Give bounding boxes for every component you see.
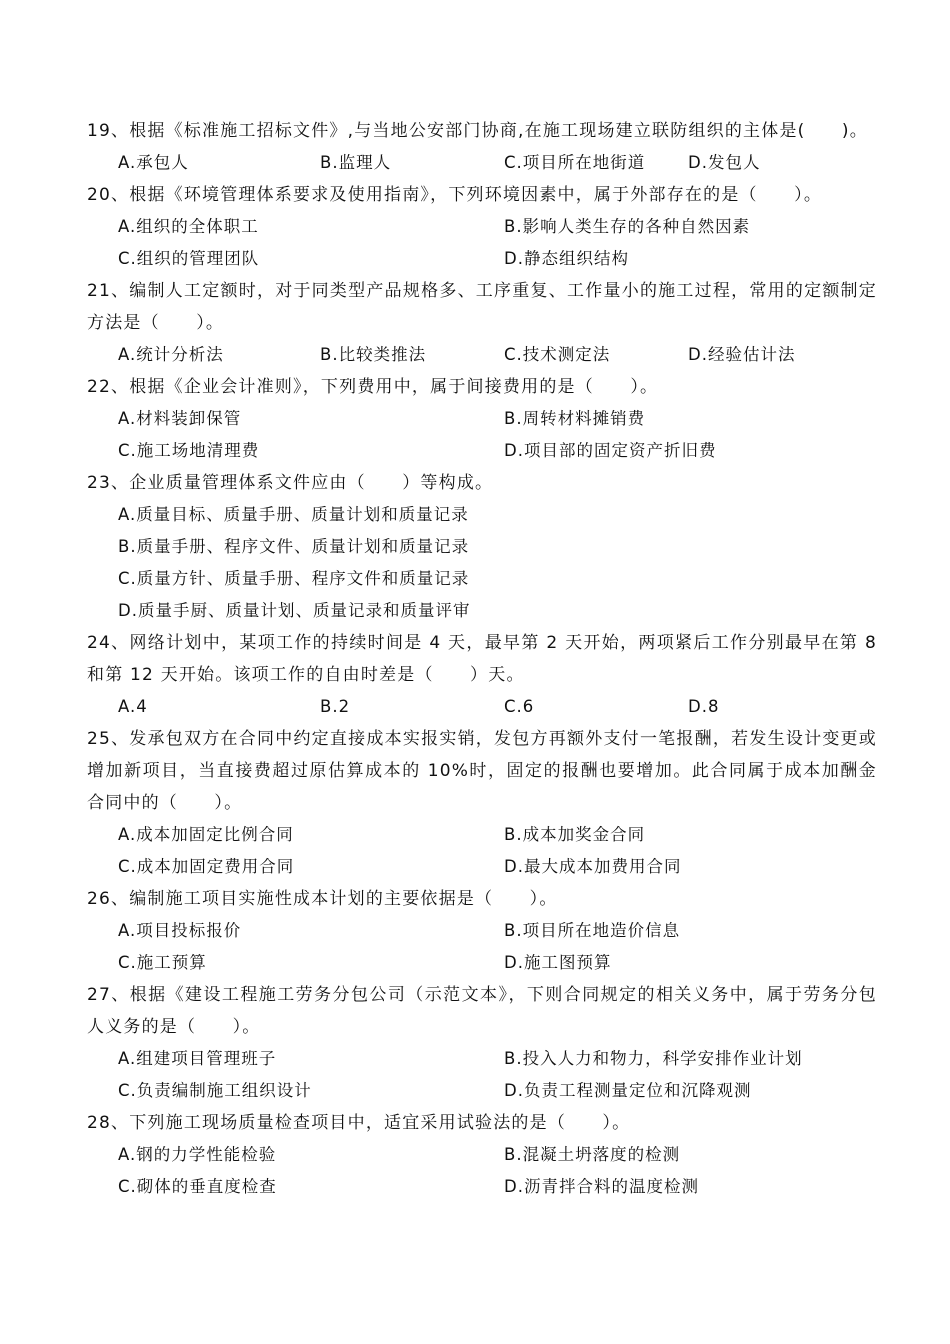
- option-d: D.8: [688, 697, 720, 716]
- option-c: C.负责编制施工组织设计: [118, 1081, 312, 1100]
- option-d: D.施工图预算: [504, 953, 612, 972]
- question-24-stem: 24、网络计划中，某项工作的持续时间是 4 天，最早第 2 天开始，两项紧后工作分别最早在第 8 和第 12 天开始。该项工作的自由时差是（ ）天。: [87, 633, 877, 685]
- option-d: D.沥青拌合料的温度检测: [504, 1177, 699, 1196]
- question-26-stem: 26、编制施工项目实施性成本计划的主要依据是（ ）。: [87, 889, 558, 909]
- option-b: B.项目所在地造价信息: [504, 921, 681, 940]
- option-d: D.最大成本加费用合同: [504, 857, 682, 876]
- option-c: C.质量方针、质量手册、程序文件和质量记录: [118, 569, 470, 588]
- question-22-options: [118, 403, 878, 467]
- option-c: C.施工场地清理费: [118, 441, 260, 460]
- option-c: C.施工预算: [118, 953, 207, 972]
- option-b: B.质量手册、程序文件、质量计划和质量记录: [118, 537, 470, 556]
- option-b: B.混凝土坍落度的检测: [504, 1145, 681, 1164]
- option-d: D.发包人: [688, 153, 761, 172]
- question-25-stem: 25、发承包双方在合同中约定直接成本实报实销，发包方再额外支付一笔报酬，若发生设计变更或增加新项目，当直接费超过原估算成本的 10%时，固定的报酬也要增加。此合同属于成本加酬金合同中的（ ）。: [87, 729, 877, 813]
- question-20-stem: 20、根据《环境管理体系要求及使用指南》，下列环境因素中，属于外部存在的是（ ）。: [87, 185, 823, 205]
- option-d: D.项目部的固定资产折旧费: [504, 441, 717, 460]
- option-b: B.监理人: [320, 153, 392, 172]
- option-c: C.技术测定法: [504, 345, 611, 364]
- option-c: C.砌体的垂直度检查: [118, 1177, 277, 1196]
- question-19-stem: 19、根据《标准施工招标文件》,与当地公安部门协商,在施工现场建立联防组织的主体是( )。: [87, 121, 868, 141]
- question-22-stem: 22、根据《企业会计准则》，下列费用中，属于间接费用的是（ ）。: [87, 377, 659, 397]
- option-a: A.项目投标报价: [118, 921, 242, 940]
- option-a: A.材料装卸保管: [118, 409, 242, 428]
- option-d: D.静态组织结构: [504, 249, 629, 268]
- question-28-stem: 28、下列施工现场质量检查项目中，适宜采用试验法的是（ ）。: [87, 1113, 631, 1133]
- question-20-options: [118, 211, 878, 275]
- question-27-stem: 27、根据《建设工程施工劳务分包公司（示范文本》，下则合同规定的相关义务中，属于劳务分包人义务的是（ ）。: [87, 985, 877, 1037]
- question-21-options: [118, 339, 878, 371]
- option-a: A.4: [118, 697, 148, 716]
- option-b: B.成本加奖金合同: [504, 825, 646, 844]
- option-a: A.质量目标、质量手册、质量计划和质量记录: [118, 505, 469, 524]
- question-23-stem: 23、企业质量管理体系文件应由（ ）等构成。: [87, 473, 494, 493]
- option-a: A.承包人: [118, 153, 189, 172]
- option-c: C.项目所在地街道: [504, 153, 646, 172]
- option-c: C.组织的管理团队: [118, 249, 260, 268]
- option-a: A.钢的力学性能检验: [118, 1145, 277, 1164]
- option-b: B.比较类推法: [320, 345, 427, 364]
- question-26-options: [118, 915, 878, 979]
- question-21-stem: 21、编制人工定额时，对于同类型产品规格多、工序重复、工作量小的施工过程，常用的定额制定方法是（ ）。: [87, 281, 877, 333]
- option-c: C.6: [504, 697, 535, 716]
- question-19-options: [118, 147, 878, 179]
- question-23-options: [118, 499, 878, 627]
- question-28-options: [118, 1139, 878, 1203]
- option-a: A.组织的全体职工: [118, 217, 259, 236]
- option-a: A.组建项目管理班子: [118, 1049, 277, 1068]
- option-b: B.影响人类生存的各种自然因素: [504, 217, 751, 236]
- option-d: D.经验估计法: [688, 345, 796, 364]
- question-25-options: [118, 819, 878, 883]
- option-a: A.成本加固定比例合同: [118, 825, 294, 844]
- question-24-options: [118, 691, 878, 723]
- option-a: A.统计分析法: [118, 345, 224, 364]
- option-b: B.周转材料摊销费: [504, 409, 646, 428]
- option-b: B.2: [320, 697, 351, 716]
- option-d: D.质量手厨、质量计划、质量记录和质量评审: [118, 601, 471, 620]
- option-c: C.成本加固定费用合同: [118, 857, 295, 876]
- question-27-options: [118, 1043, 878, 1107]
- option-b: B.投入人力和物力，科学安排作业计划: [504, 1049, 803, 1068]
- option-d: D.负责工程测量定位和沉降观测: [504, 1081, 752, 1100]
